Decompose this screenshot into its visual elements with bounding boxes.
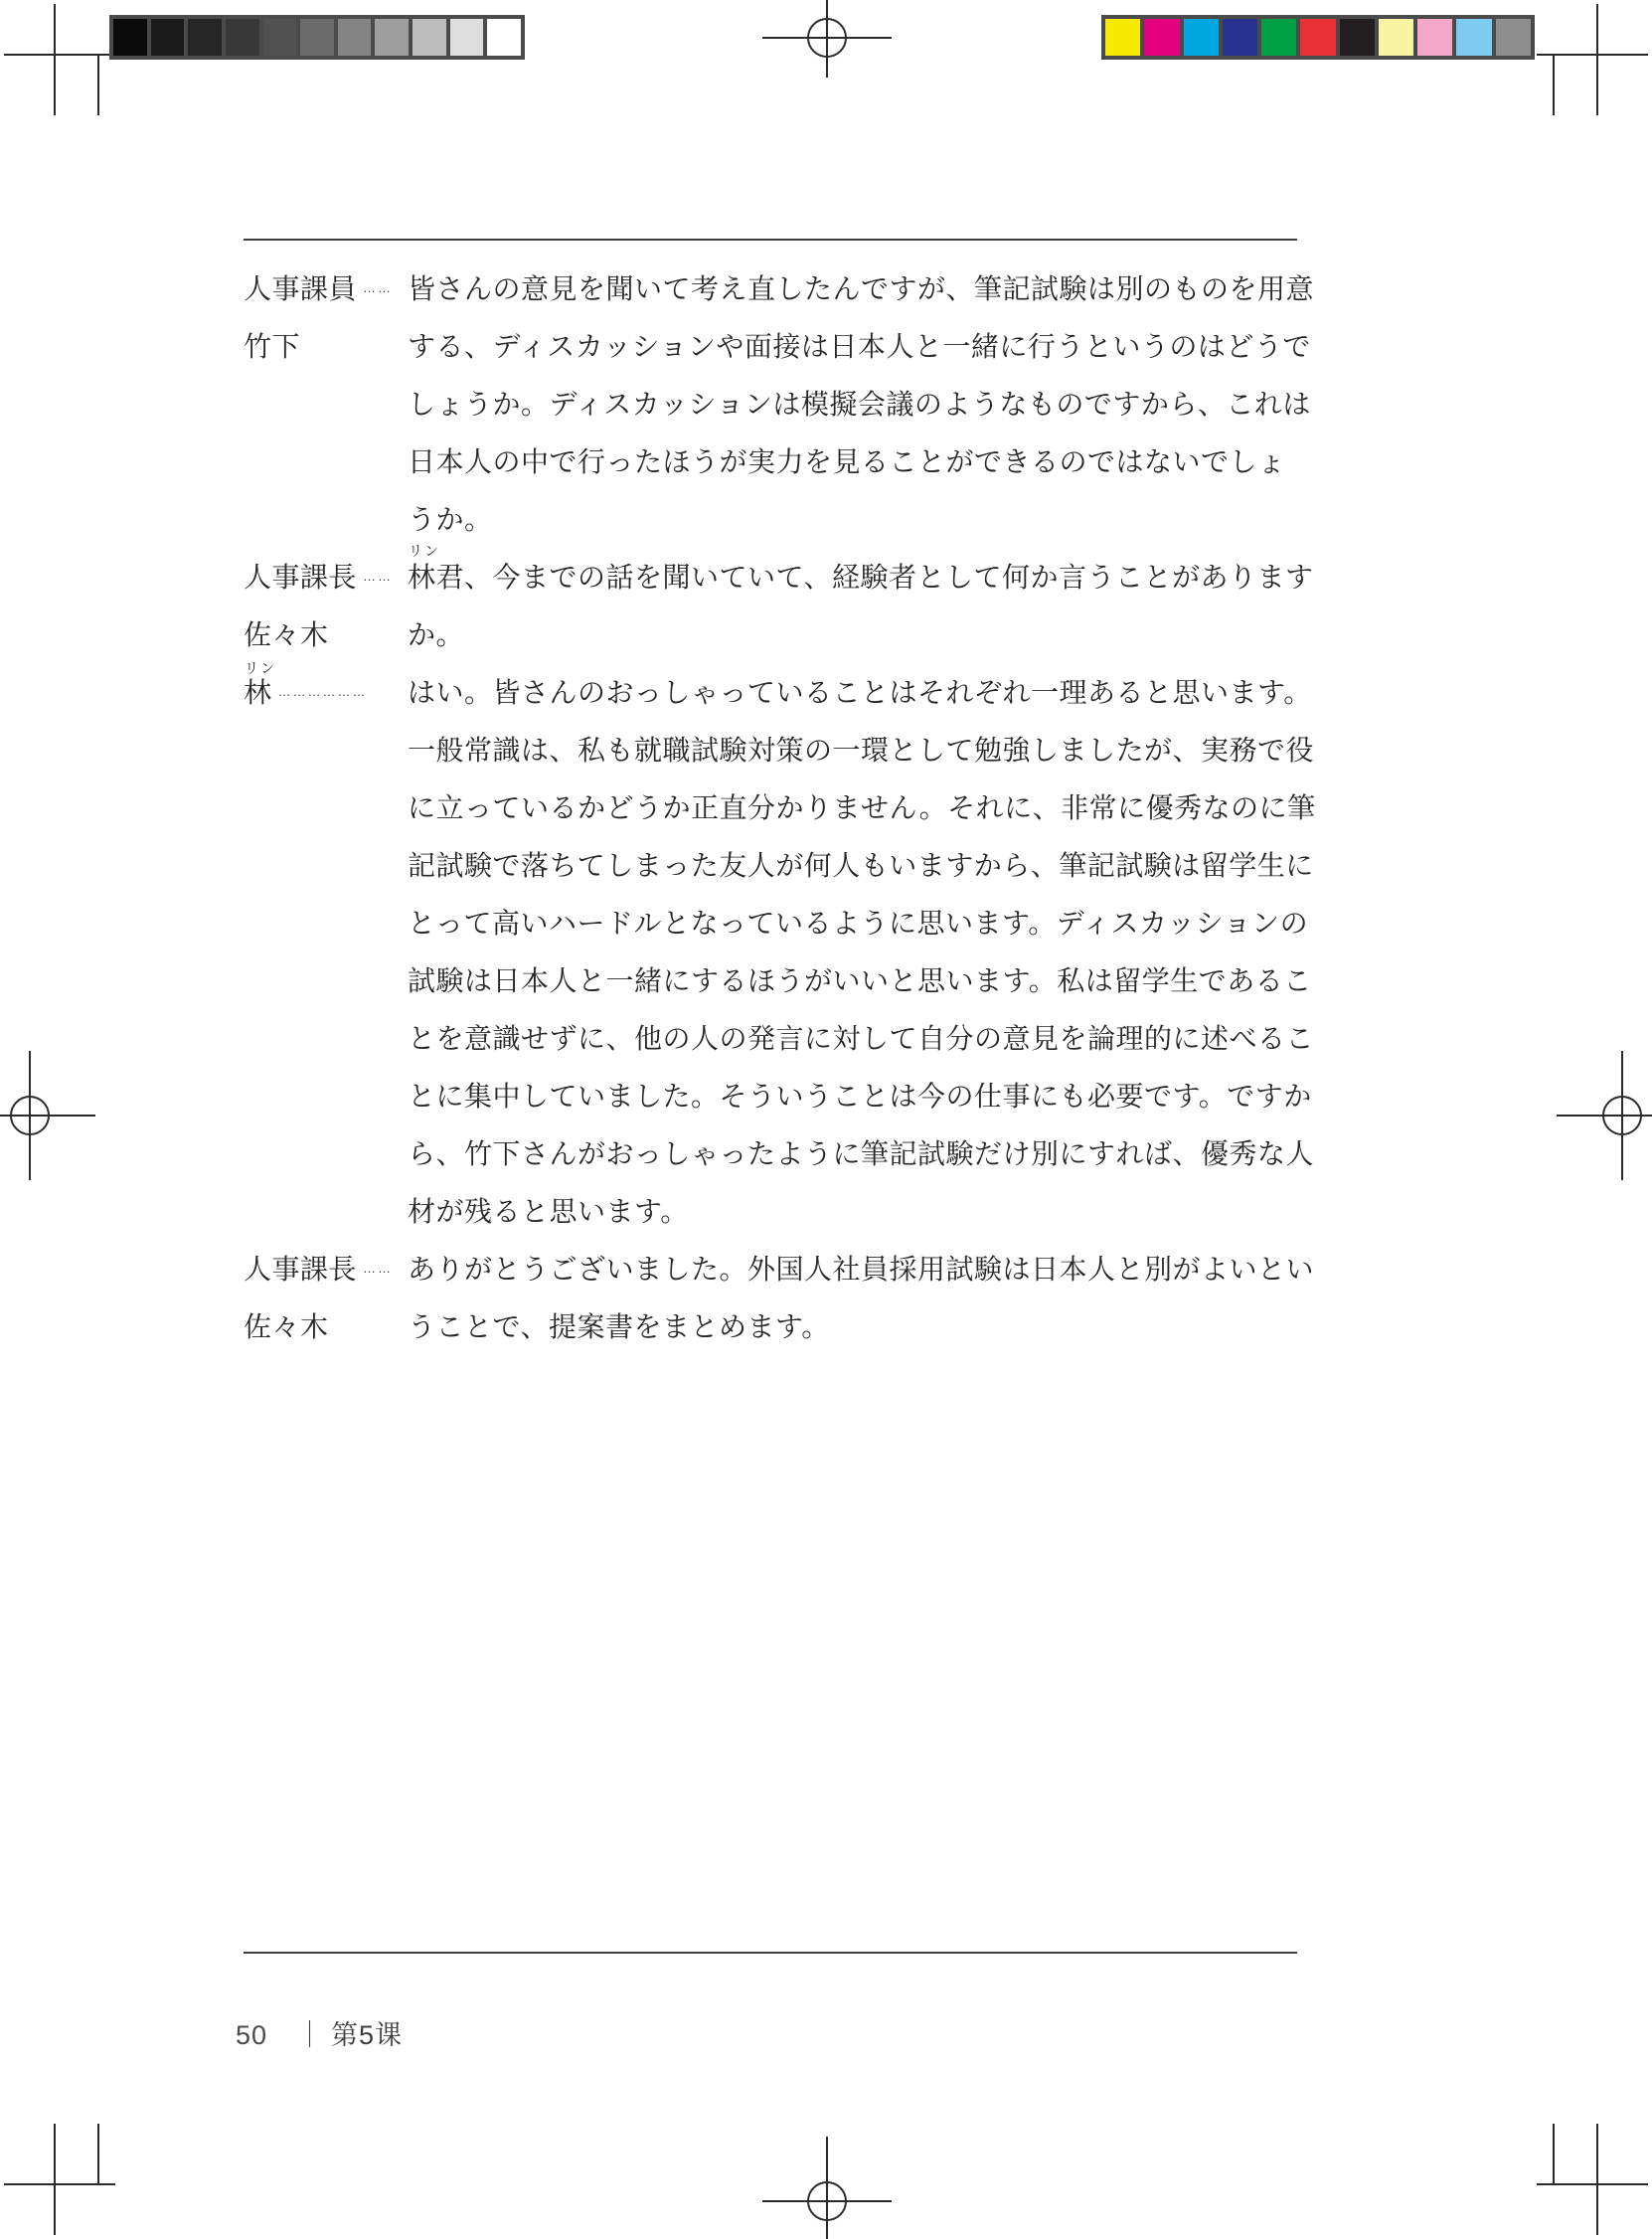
speaker-name [244,1241,408,1298]
speaker-column [244,549,408,664]
dialogue-line: はい。皆さんのおっしゃっていることはそれぞれ一理あると思います。 [408,677,1312,708]
page-number: 50 [236,2020,268,2050]
dialogue-line: する、ディスカッションや面接は日本人と一緒に行うというのはどうで [408,331,1311,362]
trim-mark-top-right [1596,4,1598,115]
dialogue-line: 試験は日本人と一緒にするほうがいいと思います。私は留学生であるこ [408,965,1312,996]
speaker-column [244,1241,408,1356]
calibration-swatch [338,19,372,56]
dialogue-line: とって高いハードルとなっているように思います。ディスカッションの [408,908,1309,939]
dialogue-line: とに集中していました。そういうことは今の仕事にも必要です。ですか [408,1081,1312,1112]
speaker-column [244,260,408,376]
registration-mark-left [10,1096,50,1135]
dialogue-line: うか。 [408,504,493,535]
dialogue-block-sasaki-1 [244,543,1314,664]
calibration-swatch [151,19,185,56]
footer-separator: ｜ [296,2020,324,2050]
calibration-swatch [1184,19,1219,56]
speaker-name [244,660,408,722]
calibration-swatch [300,19,334,56]
dialogue-line: か。 [408,619,465,650]
speaker-name: 佐々木 [244,1311,329,1342]
dialogue-line [408,543,1314,606]
calibration-swatch [450,19,484,56]
dialogue-line: しょうか。ディスカッションは模擬会議のようなものですから、これは [408,389,1311,420]
trim-mark-top-left [97,54,99,115]
speaker-name-text: 人事課長 [244,562,358,593]
speech-text-column [408,543,1314,664]
calibration-swatch [1223,19,1257,56]
color-calibration-bar [1101,15,1535,60]
dialogue-line: 日本人の中で行ったほうが実力を見ることができるのではないでしょ [408,446,1286,477]
dialogue-line: とを意識せずに、他の人の発言に対して自分の意見を論理的に述べるこ [408,1023,1315,1054]
calibration-swatch [1105,19,1140,56]
speaker-name [244,260,408,318]
content-divider-top [244,239,1297,241]
dialogue-line-text: 林君、今までの話を聞いていて、経験者として何か言うことがあります [408,562,1314,593]
calibration-swatch [226,19,259,56]
speaker-name-text: 林 [244,677,272,708]
dialogue-section [244,260,1316,1356]
dialogue-line: 記試験で落ちてしまった友人が何人もいますから、筆記試験は留学生に [408,850,1314,881]
leader-dots: …… [363,1260,394,1276]
trim-mark-top-right [1553,54,1555,115]
calibration-swatch [413,19,446,56]
calibration-swatch [1456,19,1491,56]
calibration-swatch [1261,19,1296,56]
speaker-name: 佐々木 [244,619,329,650]
calibration-swatch [1300,19,1335,56]
calibration-swatch [1144,19,1179,56]
trim-mark-bottom-left [97,2124,99,2185]
calibration-swatch [188,19,222,56]
speech-text-column [408,1241,1315,1356]
furigana-rin: リン [409,543,440,559]
leader-dots: …… [363,568,394,584]
registration-mark-right [1602,1096,1642,1135]
furigana-rin: リン [245,660,276,676]
content-divider-bottom [244,1952,1297,1954]
calibration-swatch [1496,19,1531,56]
calibration-swatch [375,19,409,56]
speech-text-column [408,260,1315,549]
dialogue-line: 皆さんの意見を聞いて考え直したんですが、筆記試験は別のものを用意 [408,273,1315,304]
calibration-swatch [263,19,297,56]
registration-mark-top [807,18,847,58]
speaker-name-text: 人事課員 [244,273,358,304]
dialogue-line: に立っているかどうか正直分かりません。それに、非常に優秀なのに筆 [408,792,1316,823]
trim-mark-bottom-right [1596,2124,1598,2235]
speaker-name [244,549,408,606]
trim-mark-bottom-left [54,2124,56,2235]
registration-mark-bottom [807,2181,847,2221]
dialogue-block-sasaki-2 [244,1241,1315,1356]
speaker-column [244,660,408,722]
grayscale-calibration-bar [109,15,525,60]
calibration-swatch [1417,19,1452,56]
calibration-swatch [1379,19,1413,56]
calibration-swatch [487,19,521,56]
page-footer [236,2018,403,2052]
leader-dots: …… [363,279,394,295]
dialogue-block-lin [244,660,1316,1241]
speaker-name-text: 人事課長 [244,1254,358,1285]
dialogue-block-takeshita [244,260,1315,549]
speech-text-column [408,664,1316,1241]
dialogue-line: 材が残ると思います。 [408,1196,689,1227]
dialogue-line: 一般常識は、私も就職試験対策の一環として勉強しましたが、実務で役 [408,735,1315,766]
calibration-swatch [1340,19,1375,56]
trim-mark-bottom-right [1553,2124,1555,2185]
calibration-swatch [113,19,147,56]
dialogue-line: うことで、提案書をまとめます。 [408,1311,830,1342]
dialogue-line: ら、竹下さんがおっしゃったように筆記試験だけ別にすれば、優秀な人 [408,1138,1315,1169]
chapter-label: 第5课 [331,2020,404,2050]
leader-dots: ……………… [277,683,368,699]
speaker-name: 竹下 [244,331,301,362]
trim-mark-top-left [54,4,56,115]
dialogue-line: ありがとうございました。外国人社員採用試験は日本人と別がよいとい [408,1254,1315,1285]
